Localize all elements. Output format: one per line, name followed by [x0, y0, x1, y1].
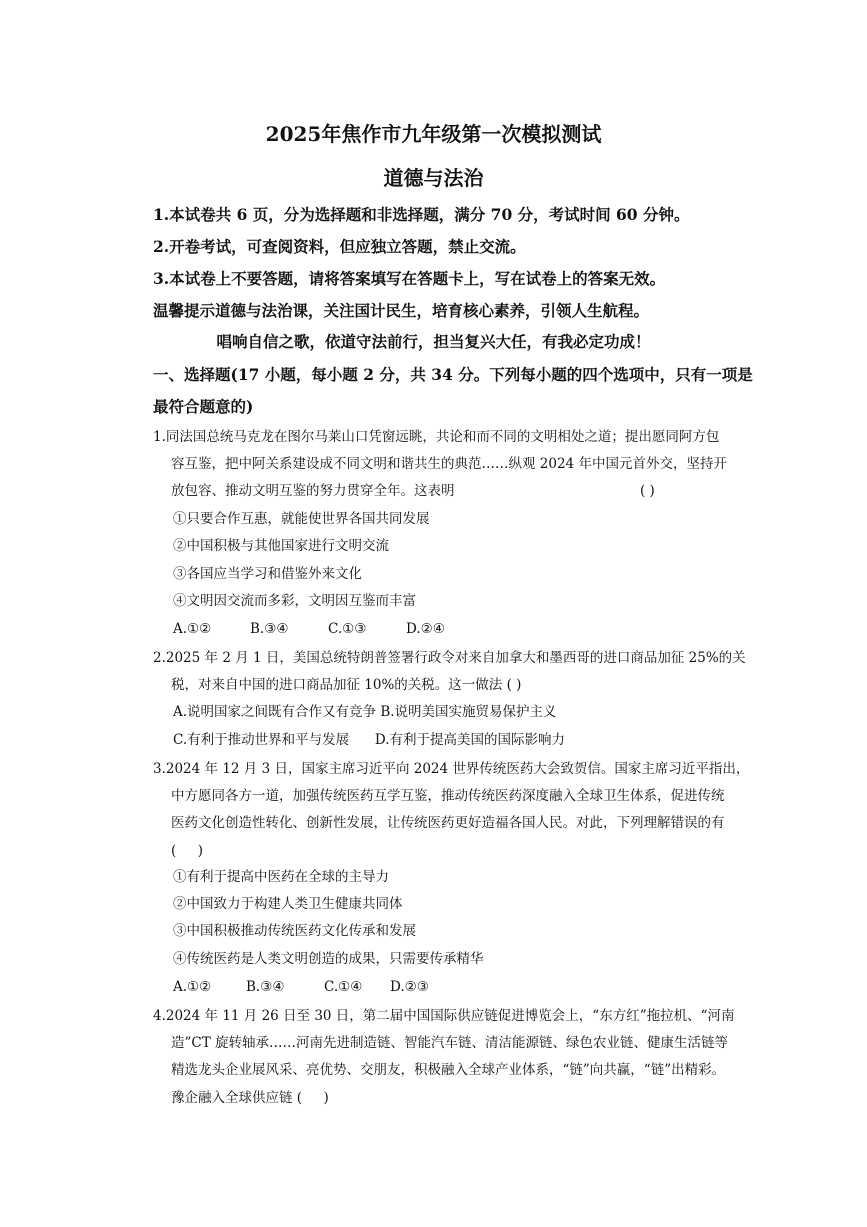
q2-choices-cd: C.有利于推动世界和平与发展 D.有利于提高美国的国际影响力 [173, 732, 566, 748]
q3-statement: ①有利于提高中医药在全球的主导力 [173, 869, 389, 885]
notice-tip: 温馨提示道德与法治课，关注国计民生，培育核心素养，引领人生航程。 [153, 301, 650, 320]
q2-stem-line: 税，对来自中国的进口商品加征 10%的关税。这一做法 ( ) [171, 677, 522, 693]
q4-stem-line: 豫企融入全球供应链 ( ) [171, 1090, 329, 1106]
q3-choice-c: C.①④ [324, 979, 363, 995]
q2-choices-ab: A.说明国家之间既有合作又有竞争 B.说明美国实施贸易保护主义 [173, 704, 557, 720]
notice-2: 2.开卷考试，可查阅资料，但应独立答题，禁止交流。 [153, 237, 526, 256]
q3-stem-line: 医药文化创造性转化、创新性发展，让传统医药更好造福各国人民。对此，下列理解错误的有 [171, 815, 725, 831]
notice-1: 1.本试卷共 6 页，分为选择题和非选择题，满分 70 分，考试时间 60 分钟。 [153, 205, 690, 224]
q4-stem-line: 4.2024 年 11 月 26 日至 30 日，第二届中国国际供应链促进博览会上，“东方红”拖拉机、“河南 [153, 1008, 735, 1024]
slogan: 唱响自信之歌，依道守法前行，担当复兴大任，有我必定功成！ [216, 332, 651, 351]
q3-stem-line: 3.2024 年 12 月 3 日，国家主席习近平向 2024 世界传统医药大会致贺信。国家主席习近平指出， [153, 761, 750, 777]
q3-stem-line: 中方愿同各方一道，加强传统医药互学互鉴，推动传统医药深度融入全球卫生体系，促进传统 [171, 788, 725, 804]
q1-statement: ④文明因交流而多彩，文明因互鉴而丰富 [173, 593, 416, 609]
q1-statement: ①只要合作互惠，就能使世界各国共同发展 [173, 511, 430, 527]
q1-choice-c: C.①③ [328, 621, 367, 637]
q3-answer-bracket: ( ) [171, 843, 203, 859]
q1-stem-line: 放包容、推动文明互鉴的努力贯穿全年。这表明 [171, 483, 455, 499]
q1-stem-line: 1.同法国总统马克龙在图尔马莱山口凭窗远眺，共论和而不同的文明相处之道；提出愿同阿方包 [153, 429, 720, 445]
exam-title: 2025年焦作市九年级第一次模拟测试 [265, 122, 602, 146]
q3-statement: ②中国致力于构建人类卫生健康共同体 [173, 896, 403, 912]
q3-choice-d: D.②③ [390, 979, 429, 995]
q1-choice-d: D.②④ [406, 621, 445, 637]
q3-statement: ③中国积极推动传统医药文化传承和发展 [173, 923, 416, 939]
q1-choice-b: B.③④ [250, 621, 289, 637]
q4-stem-line: 造”CT 旋转轴承……河南先进制造链、智能汽车链、清洁能源链、绿色农业链、健康生活链等 [171, 1035, 729, 1051]
q1-statement: ②中国积极与其他国家进行文明交流 [173, 538, 389, 554]
q1-answer-bracket: ( ) [640, 483, 655, 499]
subject-title: 道德与法治 [383, 166, 484, 190]
q3-choice-b: B.③④ [246, 979, 285, 995]
q1-statement: ③各国应当学习和借鉴外来文化 [173, 566, 362, 582]
q2-stem-line: 2.2025 年 2 月 1 日，美国总统特朗普签署行政令对来自加拿大和墨西哥的进口商品加征 25%的关 [153, 650, 746, 666]
q3-statement: ④传统医药是人类文明创造的成果，只需要传承精华 [173, 951, 484, 967]
section-heading: 一、选择题(17 小题，每小题 2 分，共 34 分。下列每小题的四个选项中，只有一项是 [153, 365, 753, 384]
q1-choice-a: A.①② [173, 621, 212, 637]
notice-3: 3.本试卷上不要答题，请将答案填写在答题卡上，写在试卷上的答案无效。 [153, 269, 666, 288]
q1-stem-line: 容互鉴，把中阿关系建设成不同文明和谐共生的典范……纵观 2024 年中国元首外交，坚持开 [171, 456, 727, 472]
q3-choice-a: A.①② [173, 979, 212, 995]
section-heading-cont: 最符合题意的) [153, 397, 254, 416]
q4-stem-line: 精选龙头企业展风采、亮优势、交朋友，积极融入全球产业体系，“链”向共赢，“链”出精彩。 [171, 1062, 726, 1078]
